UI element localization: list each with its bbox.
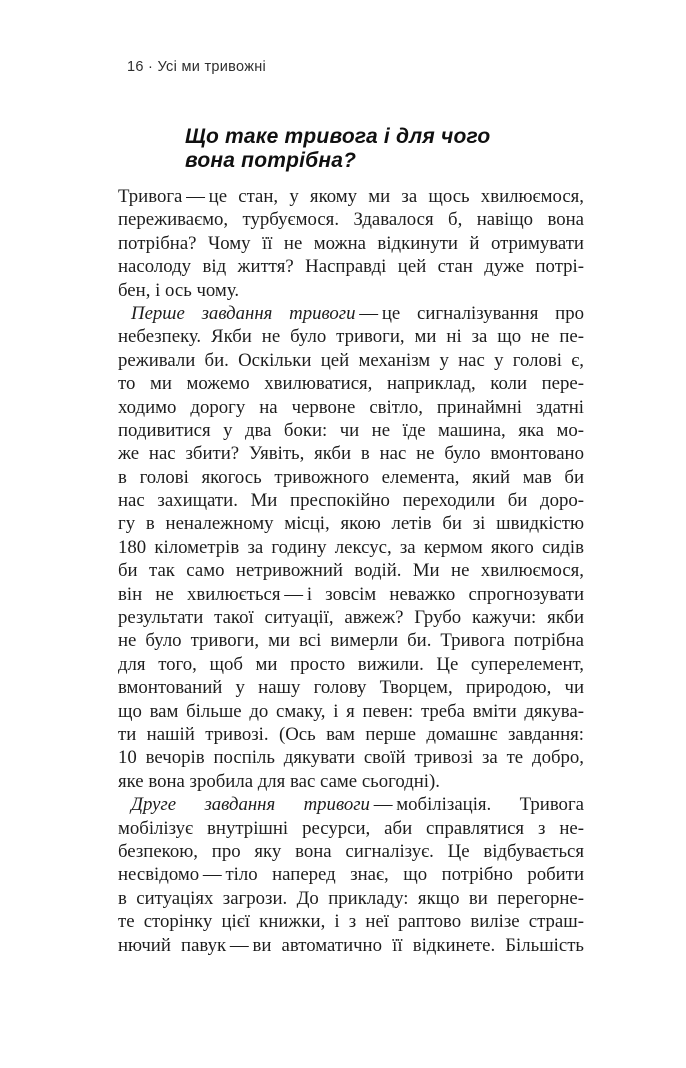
text-run: бен, і ось чому. — [118, 279, 240, 301]
text-run: же нас збити? Уявіть, якби в нас не було вмонтовано — [118, 443, 584, 465]
text-line — [118, 255, 584, 278]
heading-line-2: вона потрібна? — [185, 149, 357, 172]
text-line — [118, 185, 584, 208]
text-line — [118, 746, 584, 769]
text-line — [118, 629, 584, 652]
text-run: яке вона зробила для вас саме сьогодні). — [118, 770, 440, 792]
text-line — [118, 770, 584, 793]
heading-line-1: Що таке тривога і для чого — [185, 125, 491, 148]
text-run: для того, щоб ми просто вижили. Це суперелемент, — [118, 653, 584, 675]
section-heading — [185, 125, 490, 173]
text-run: нючий павук — ви автоматично її відкинете. Більшість — [118, 934, 584, 956]
text-line — [118, 817, 584, 840]
text-run: 180 кілометрів за годину лексус, за кермом якого сидів — [118, 536, 584, 558]
text-line — [118, 606, 584, 629]
text-line — [118, 910, 584, 933]
text-run: в ситуаціях загрози. До прикладу: якщо ви перегорне- — [118, 887, 584, 909]
text-run: насолоду від життя? Насправді цей стан дуже потрі- — [118, 256, 584, 278]
text-run: нас захищати. Ми преспокійно переходили би доро- — [118, 490, 584, 512]
text-line — [118, 653, 584, 676]
text-run: несвідомо — тіло наперед знає, що потрібно робити — [118, 864, 584, 886]
text-line — [118, 419, 584, 442]
text-run: те сторінку цієї книжки, і з неї раптово вилізе страш- — [118, 911, 584, 933]
text-run: то ми можемо хвилюватися, наприклад, коли пере- — [118, 373, 584, 395]
running-header — [127, 58, 266, 76]
text-line — [118, 863, 584, 886]
text-run: небезпеку. Якби не було тривоги, ми ні за що не пе- — [118, 326, 584, 348]
text-line — [118, 325, 584, 348]
text-line — [118, 536, 584, 559]
text-run: переживаємо, турбуємося. Здавалося б, навіщо вона — [118, 209, 584, 231]
text-run: потрібна? Чому її не можна відкинути й отримувати — [118, 232, 584, 254]
text-run: ти нашій тривозі. (Ось вам перше домашнє завдання: — [118, 723, 584, 745]
text-run: вмонтований у нашу голову Творцем, природою, чи — [118, 677, 584, 699]
text-run: безпекою, про яку вона сигналізує. Це відбувається — [118, 840, 584, 862]
text-line — [118, 396, 584, 419]
text-run: не було тривоги, ми всі вимерли би. Тривога потрібна — [118, 630, 584, 652]
italic-phrase: Перше завдання тривоги — [131, 302, 356, 324]
text-line — [118, 349, 584, 372]
text-line — [118, 372, 584, 395]
text-run: — мобілізація. Тривога — [369, 794, 584, 816]
text-run: що вам більше до смаку, і я певен: треба вміти дякува- — [118, 700, 584, 722]
text-run: Тривога — це стан, у якому ми за щось хвилюємося, — [118, 186, 584, 207]
text-run: — це сигналізування про — [355, 302, 584, 324]
text-line — [118, 442, 584, 465]
text-line — [118, 512, 584, 535]
text-run: результати такої ситуації, авжеж? Грубо кажучи: якби — [118, 607, 584, 629]
text-line — [118, 208, 584, 231]
body-text — [118, 185, 584, 957]
text-line — [118, 887, 584, 910]
text-line — [118, 232, 584, 255]
text-line — [118, 840, 584, 863]
text-line — [118, 279, 584, 302]
italic-phrase: Друге завдання тривоги — [131, 794, 370, 816]
text-run: би так само нетривожний водій. Ми не хвилюємося, — [118, 560, 584, 582]
text-run: ходимо дорогу на червоне світло, принаймні здатні — [118, 396, 584, 418]
text-line — [118, 559, 584, 582]
text-run: мобілізує внутрішні ресурси, аби справлятися з не- — [118, 817, 584, 839]
text-line — [118, 723, 584, 746]
page-number-and-book-title: 16 · Усі ми тривожні — [127, 59, 267, 75]
text-run: гу в неналежному місці, якою летів би зі швидкістю — [118, 513, 584, 535]
text-line — [118, 583, 584, 606]
text-line — [118, 934, 584, 957]
text-run: реживали би. Оскільки цей механізм у нас у голові є, — [118, 349, 584, 371]
text-run: в голові якогось тривожного елемента, який мав би — [118, 466, 584, 488]
text-line — [118, 489, 584, 512]
text-line — [118, 676, 584, 699]
text-line — [118, 302, 584, 325]
text-run: 10 вечорів поспіль дякувати своїй тривозі за те добро, — [118, 747, 584, 769]
text-line — [118, 793, 584, 816]
text-line — [118, 466, 584, 489]
text-run: він не хвилюється — і зовсім неважко спрогнозувати — [118, 583, 584, 605]
text-run: подивитися у два боки: чи не їде машина, яка мо- — [118, 419, 584, 441]
text-line — [118, 700, 584, 723]
